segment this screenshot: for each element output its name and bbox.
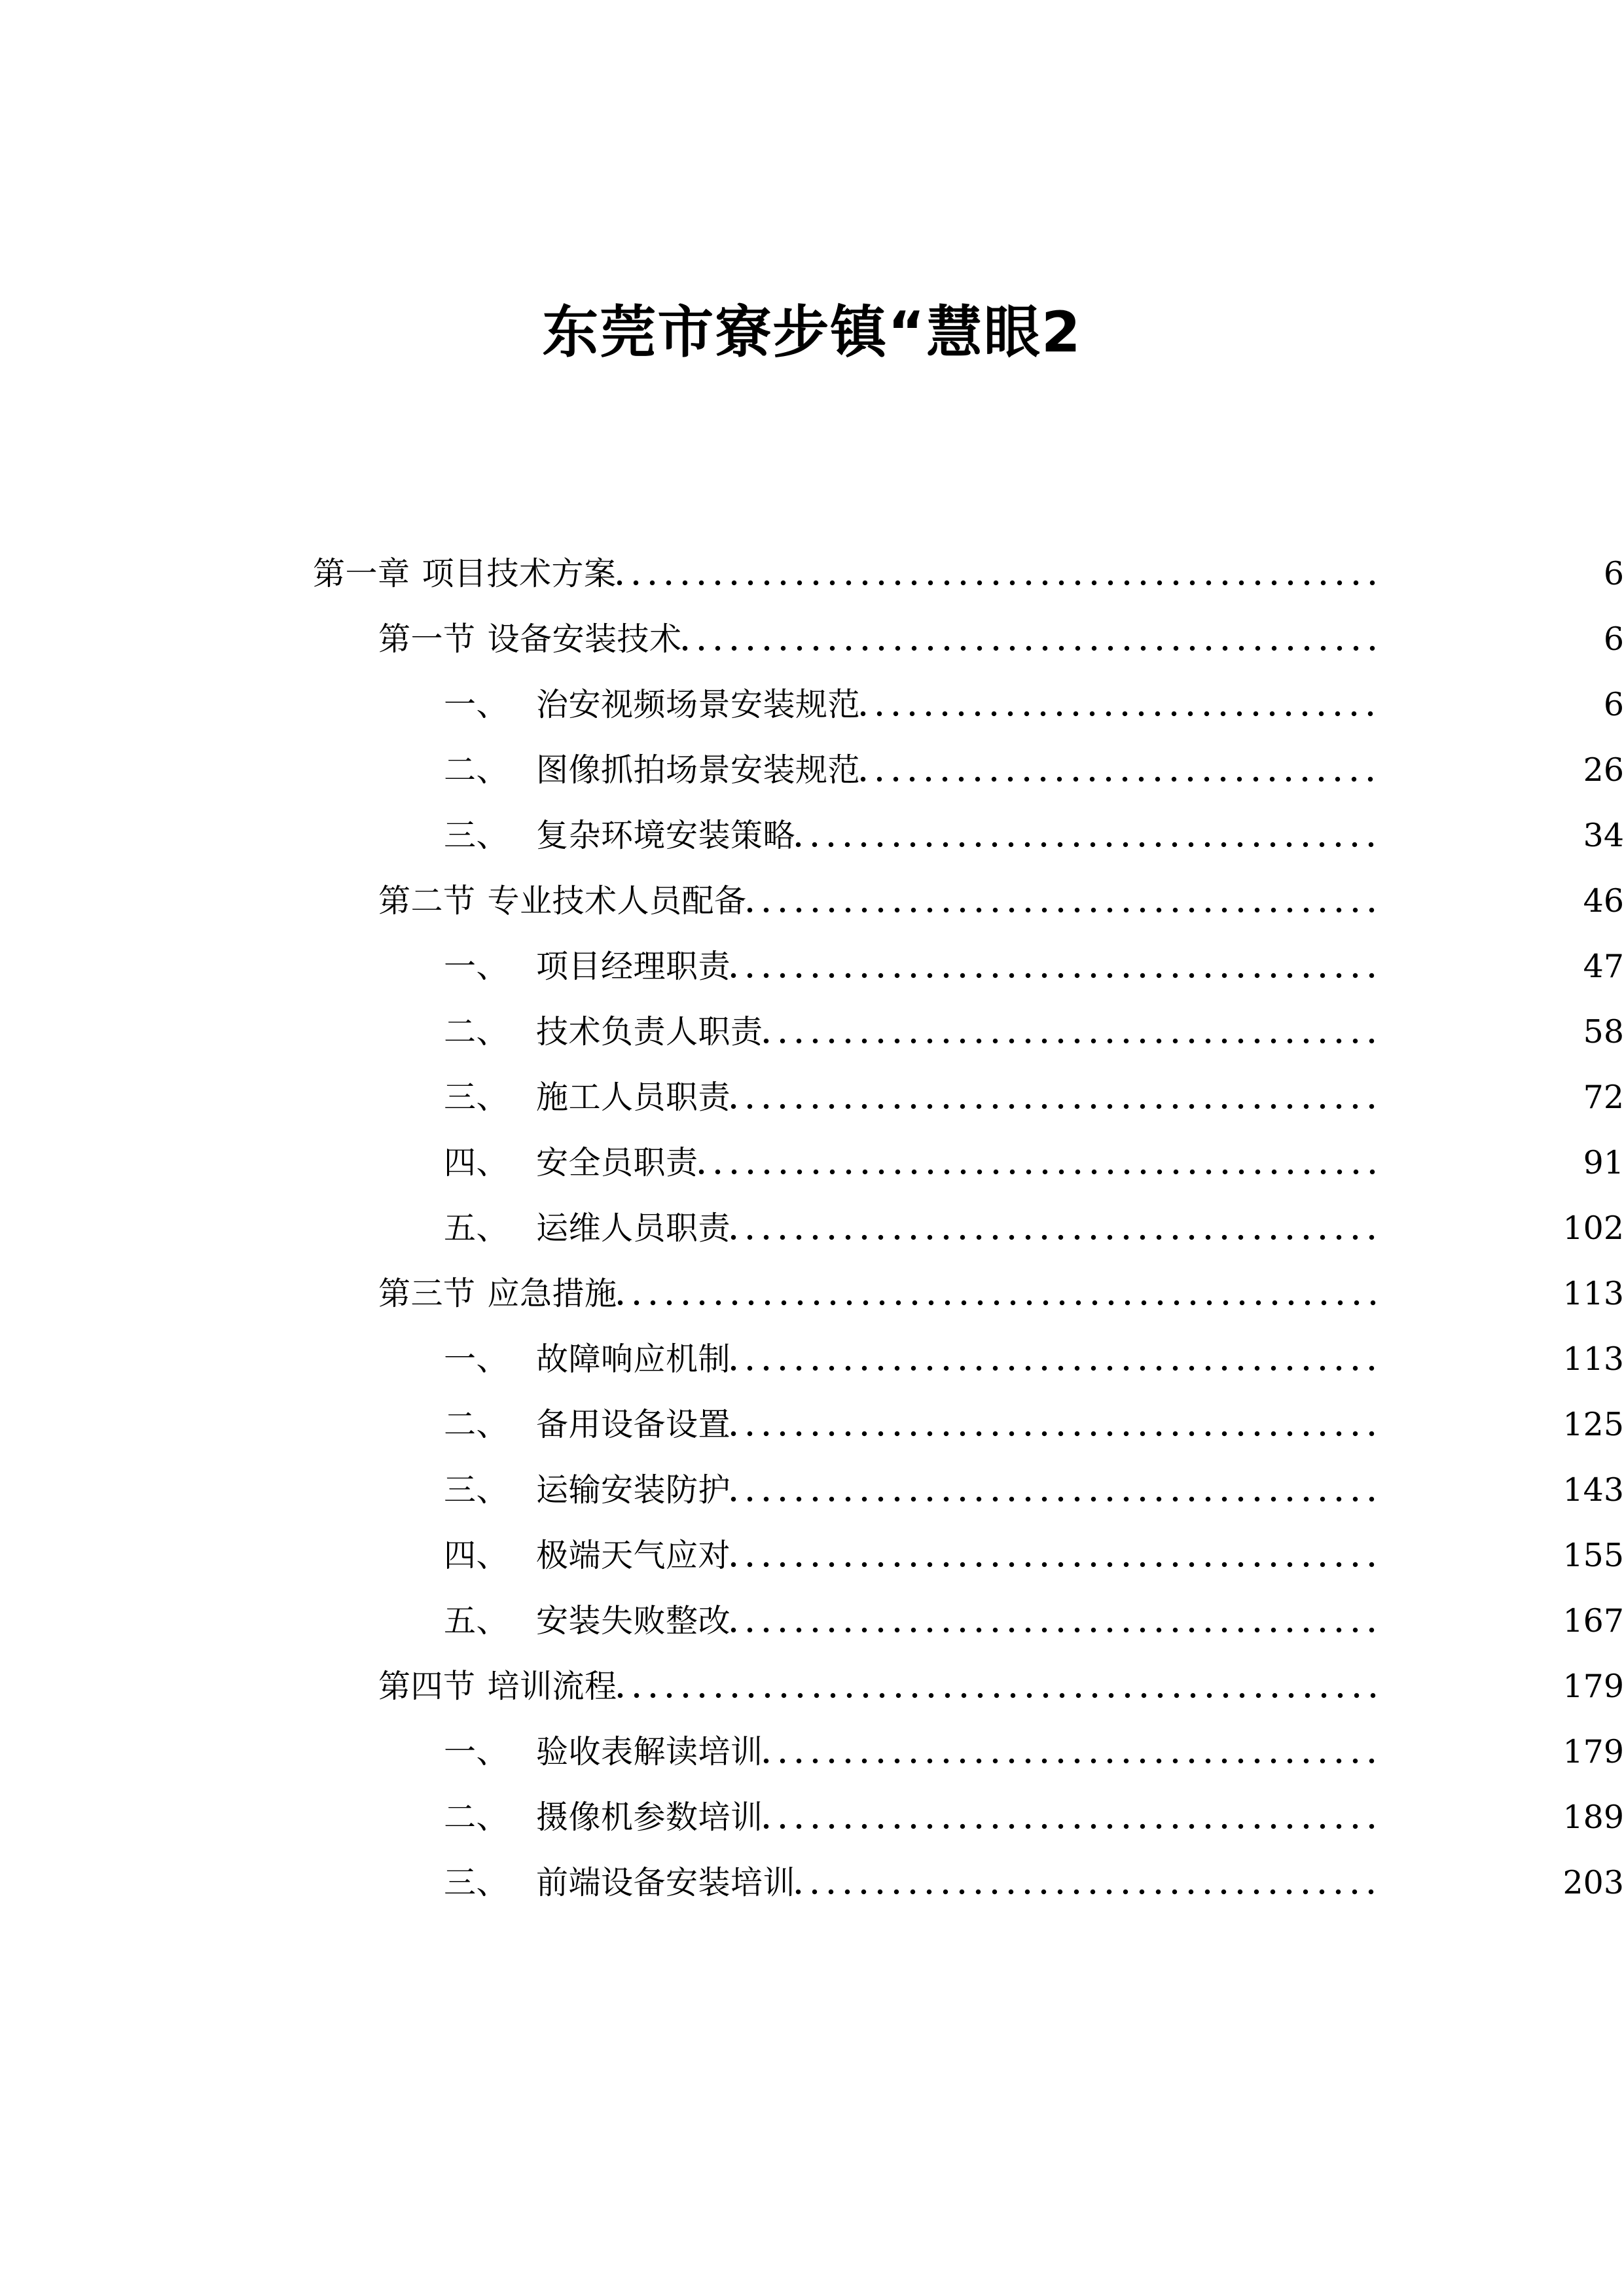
- toc-entry-title: 运输安装防护: [536, 1471, 731, 1509]
- toc-leader-dots: [763, 1732, 1381, 1772]
- toc-entry-number: 一、: [444, 686, 509, 723]
- toc-entry[interactable]: [0, 1143, 1624, 1208]
- toc-entry-page-number: 47: [1583, 948, 1624, 985]
- toc-entry-title: 复杂环境安装策略: [536, 817, 796, 854]
- toc-entry-label: [444, 1143, 698, 1183]
- toc-leader-dots: [795, 816, 1381, 856]
- toc-entry-number: 第一节: [378, 620, 476, 658]
- toc-entry-title: 极端天气应对: [536, 1537, 731, 1574]
- toc-leader-dots: [731, 1601, 1381, 1641]
- toc-entry-title: 故障响应机制: [536, 1340, 731, 1378]
- toc-leader-dots: [617, 554, 1381, 594]
- toc-entry-number: 第二节: [378, 882, 476, 920]
- toc-entry-title: 备用设备设置: [536, 1406, 731, 1443]
- toc-entry-label: [444, 685, 860, 725]
- toc-entry-number: 二、: [444, 1013, 509, 1050]
- toc-entry-label: [444, 1732, 763, 1772]
- toc-entry[interactable]: [0, 1601, 1624, 1666]
- toc-entry-page-number: 113: [1562, 1340, 1624, 1378]
- toc-entry-label: [378, 1666, 617, 1707]
- toc-entry-title: 图像抓拍场景安装规范: [536, 751, 861, 789]
- toc-entry-title: 技术负责人职责: [536, 1013, 763, 1050]
- toc-entry-label: [444, 816, 795, 856]
- toc-entry-label: [444, 1339, 731, 1380]
- toc-entry-label: [378, 1274, 617, 1314]
- toc-leader-dots: [860, 685, 1381, 725]
- toc-entry-title: 运维人员职责: [536, 1210, 731, 1247]
- toc-leader-dots: [795, 1863, 1381, 1903]
- toc-entry[interactable]: [0, 1666, 1624, 1732]
- toc-entry-title: 培训流程: [487, 1668, 617, 1705]
- toc-entry-page-number: 34: [1583, 817, 1624, 854]
- toc-entry-label: [444, 1012, 763, 1052]
- toc-entry[interactable]: [0, 1339, 1624, 1405]
- toc-entry-label: [444, 1405, 731, 1445]
- page-title: 东莞市寮步镇“慧眼2: [542, 300, 1082, 365]
- toc-entry[interactable]: [0, 1470, 1624, 1535]
- toc-entry-label: [444, 1208, 731, 1249]
- toc-leader-dots: [731, 1535, 1381, 1576]
- toc-entry-number: 二、: [444, 1406, 509, 1443]
- toc-entry-label: [444, 1535, 731, 1576]
- toc-entry[interactable]: [0, 619, 1624, 685]
- toc-leader-dots: [617, 1274, 1381, 1314]
- toc-entry[interactable]: [0, 685, 1624, 750]
- toc-entry-page-number: 125: [1562, 1406, 1624, 1443]
- toc-entry-page-number: 189: [1562, 1799, 1624, 1836]
- toc-entry-number: 一、: [444, 948, 509, 985]
- toc-entry-label: [444, 1863, 795, 1903]
- toc-entry-number: 一、: [444, 1733, 509, 1770]
- toc-entry[interactable]: [0, 1208, 1624, 1274]
- toc-leader-dots: [731, 1470, 1381, 1511]
- toc-entry-title: 治安视频场景安装规范: [536, 686, 861, 723]
- toc-entry-page-number: 155: [1562, 1537, 1624, 1574]
- toc-entry-page-number: 143: [1562, 1471, 1624, 1509]
- toc-entry-number: 第一章: [313, 555, 410, 592]
- toc-entry-number: 五、: [444, 1602, 509, 1640]
- toc-leader-dots: [731, 946, 1381, 987]
- toc-entry-title: 设备安装技术: [487, 620, 682, 658]
- toc-leader-dots: [731, 1405, 1381, 1445]
- toc-leader-dots: [747, 881, 1381, 922]
- toc-leader-dots: [617, 1666, 1381, 1707]
- toc-entry-number: 二、: [444, 1799, 509, 1836]
- toc-entry-page-number: 46: [1583, 882, 1624, 920]
- toc-entry[interactable]: [0, 554, 1624, 619]
- toc-entry-title: 施工人员职责: [536, 1079, 731, 1116]
- toc-entry-number: 三、: [444, 1864, 509, 1901]
- toc-entry-page-number: 72: [1583, 1079, 1624, 1116]
- toc-entry-page-number: 167: [1562, 1602, 1624, 1640]
- toc-entry-label: [444, 946, 731, 987]
- toc-leader-dots: [763, 1012, 1381, 1052]
- toc-entry-label: [444, 1797, 763, 1838]
- toc-entry-page-number: 102: [1562, 1210, 1624, 1247]
- toc-entry-number: 第四节: [378, 1668, 476, 1705]
- toc-entry-number: 二、: [444, 751, 509, 789]
- toc-leader-dots: [860, 750, 1381, 791]
- toc-entry[interactable]: [0, 750, 1624, 816]
- toc-entry-title: 摄像机参数培训: [536, 1799, 763, 1836]
- toc-entry[interactable]: [0, 1535, 1624, 1601]
- toc-entry-title: 项目技术方案: [422, 555, 617, 592]
- toc-entry[interactable]: [0, 816, 1624, 881]
- toc-entry-title: 安全员职责: [536, 1144, 698, 1181]
- toc-entry[interactable]: [0, 1274, 1624, 1339]
- toc-entry-title: 验收表解读培训: [536, 1733, 763, 1770]
- toc-entry-number: 四、: [444, 1144, 509, 1181]
- toc-entry[interactable]: [0, 1077, 1624, 1143]
- toc-entry-page-number: 203: [1562, 1864, 1624, 1901]
- toc-leader-dots: [682, 619, 1381, 660]
- toc-leader-dots: [731, 1077, 1381, 1118]
- toc-entry-label: [444, 1601, 731, 1641]
- toc-entry-page-number: 179: [1562, 1668, 1624, 1705]
- toc-leader-dots: [698, 1143, 1381, 1183]
- toc-entry-title: 项目经理职责: [536, 948, 731, 985]
- toc-entry[interactable]: [0, 946, 1624, 1012]
- toc-entry[interactable]: [0, 1012, 1624, 1077]
- toc-entry-title: 前端设备安装培训: [536, 1864, 796, 1901]
- toc-entry[interactable]: [0, 1405, 1624, 1470]
- toc-entry-label: [313, 554, 617, 594]
- toc-leader-dots: [763, 1797, 1381, 1838]
- toc-entry-label: [378, 619, 682, 660]
- toc-entry-number: 第三节: [378, 1275, 476, 1312]
- toc-entry-page-number: 113: [1562, 1275, 1624, 1312]
- toc-entry-page-number: 6: [1603, 620, 1624, 658]
- toc-entry-number: 一、: [444, 1340, 509, 1378]
- table-of-contents: [0, 554, 1624, 1928]
- toc-entry[interactable]: [0, 1732, 1624, 1797]
- toc-entry-title: 安装失败整改: [536, 1602, 731, 1640]
- toc-entry-page-number: 179: [1562, 1733, 1624, 1770]
- toc-leader-dots: [731, 1208, 1381, 1249]
- toc-entry-label: [378, 881, 747, 922]
- toc-entry[interactable]: [0, 881, 1624, 946]
- toc-entry-page-number: 6: [1603, 555, 1624, 592]
- toc-entry-page-number: 6: [1603, 686, 1624, 723]
- toc-entry-number: 四、: [444, 1537, 509, 1574]
- toc-entry-number: 三、: [444, 1471, 509, 1509]
- toc-entry-page-number: 91: [1583, 1144, 1624, 1181]
- toc-entry-page-number: 58: [1583, 1013, 1624, 1050]
- toc-entry-number: 三、: [444, 1079, 509, 1116]
- toc-entry-title: 应急措施: [487, 1275, 617, 1312]
- toc-leader-dots: [731, 1339, 1381, 1380]
- toc-entry-label: [444, 1077, 731, 1118]
- toc-entry-label: [444, 750, 860, 791]
- toc-entry-number: 三、: [444, 817, 509, 854]
- toc-entry-title: 专业技术人员配备: [487, 882, 747, 920]
- toc-entry-number: 五、: [444, 1210, 509, 1247]
- toc-entry-page-number: 26: [1583, 751, 1624, 789]
- toc-entry[interactable]: [0, 1863, 1624, 1928]
- toc-entry[interactable]: [0, 1797, 1624, 1863]
- toc-entry-label: [444, 1470, 731, 1511]
